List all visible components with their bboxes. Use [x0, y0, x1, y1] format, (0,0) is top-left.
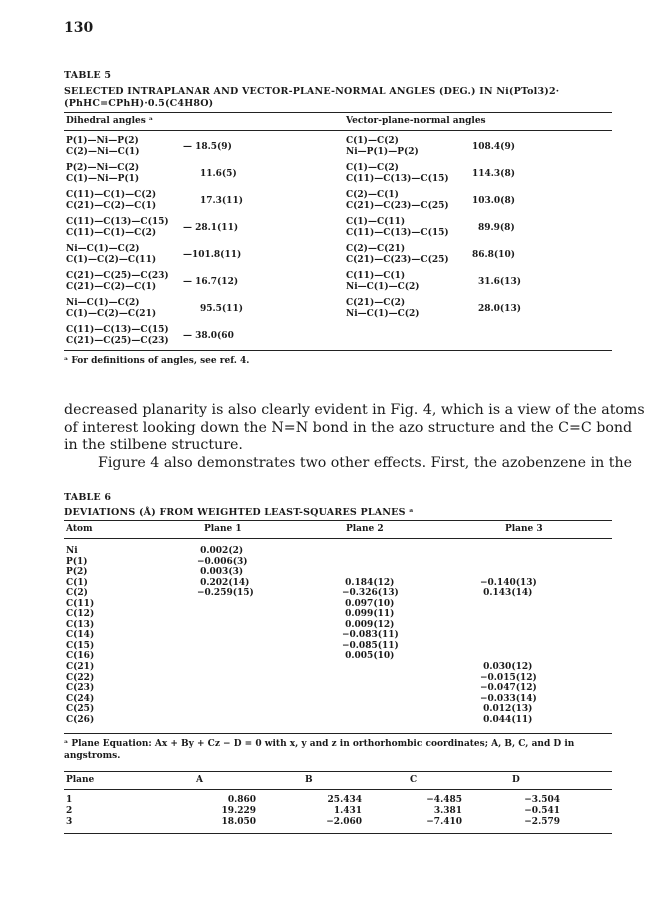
table5-row-left-value: — 38.0(60: [183, 331, 234, 341]
table5-row-right-value: 86.8(10): [472, 250, 515, 260]
table6-cell: [480, 546, 600, 557]
table5-row-right-value: 114.3(8): [472, 169, 515, 179]
table6-cell: [197, 715, 342, 726]
table6-cell: C(15): [66, 640, 95, 651]
table7-cell: 18.050: [221, 817, 256, 827]
table6-cell: −0.259(15): [197, 588, 254, 599]
table5-row-right-atoms: [346, 136, 419, 158]
table6-footnote-line1: ᵃ Plane Equation: Ax + By + Cz − D = 0 with x, y and z in orthorhombic coordinates; A, B, C, and D in: [64, 739, 575, 749]
table5-label: TABLE 5: [64, 70, 112, 81]
table6-cell: 0.002(2): [197, 546, 244, 556]
table6-cell: −0.326(13): [342, 588, 399, 599]
table6-cell: [197, 651, 342, 662]
table5-cell: C(21)—C(23)—C(25): [346, 201, 449, 211]
table6-cell: [197, 662, 342, 673]
table6-cell: [197, 620, 342, 631]
table7-top-rule: [64, 771, 612, 772]
table5-row-left-atoms: [66, 325, 169, 347]
table5-row-left-atoms: [66, 190, 156, 212]
table7-cell: 1.431: [333, 806, 362, 816]
table7-cell: −2.579: [524, 817, 560, 827]
table6-cell: [480, 651, 600, 662]
table6-cell: [342, 567, 480, 578]
table6-row: [66, 704, 600, 715]
table5-row-left-value: —101.8(11): [183, 250, 242, 260]
table6-cell: [197, 673, 342, 684]
table5-cell: Ni—C(1)—C(2): [66, 298, 140, 308]
table6-bottom-rule: [64, 733, 612, 734]
table6-row: [66, 620, 600, 631]
table5-cell: C(1)—C(11): [346, 217, 406, 227]
table6-cell: [197, 641, 342, 652]
table5-cell: Ni—C(1)—C(2): [346, 282, 420, 292]
table5-cell: C(1)—C(2): [346, 163, 399, 173]
table6-cell: [480, 641, 600, 652]
table7-header-c: C: [410, 775, 418, 785]
body-line: of interest looking down the N=N bond in the azo structure and the C=C bond: [64, 419, 633, 436]
table6-cell: [480, 609, 600, 620]
table6-cell: [342, 683, 480, 694]
table7-cell: 2: [66, 806, 73, 816]
table5-row-right-value: 108.4(9): [472, 142, 515, 152]
table5-row-right-value: 28.0(13): [478, 304, 521, 314]
table5-cell: C(11)—C(1): [346, 271, 406, 281]
table6-row: [66, 599, 600, 610]
table5-row-left-value: 11.6(5): [200, 169, 237, 179]
table5-row-left-atoms: [66, 244, 156, 266]
table6-top-rule: [64, 520, 612, 521]
table5-cell: C(1)—C(2): [346, 136, 399, 146]
table5-top-rule: [64, 112, 612, 113]
table6-cell: [342, 673, 480, 684]
table6-body: [66, 546, 600, 725]
table6-cell: −0.140(13): [480, 577, 537, 588]
body-line: in the stilbene structure.: [64, 437, 243, 453]
table6-row: [66, 651, 600, 662]
table5-row-right-atoms: [346, 163, 449, 185]
table5-cell: P(2)—Ni—C(2): [66, 163, 140, 173]
table6-cell: [197, 704, 342, 715]
table6-cell: Ni: [66, 546, 78, 556]
table7-cell: 3: [66, 817, 73, 827]
table6-header-atom: Atom: [66, 524, 93, 534]
table7-header-b: B: [305, 775, 313, 785]
table5-title-line1: SELECTED INTRAPLANAR AND VECTOR-PLANE-NORMAL ANGLES (DEG.) IN Ni(PTol3)2·: [64, 86, 560, 97]
table5-cell: C(21)—C(25)—C(23): [66, 336, 169, 346]
table6-cell: [342, 715, 480, 726]
table6-title: DEVIATIONS (Å) FROM WEIGHTED LEAST-SQUARES PLANES ᵃ: [64, 507, 414, 518]
table7-cell: 25.434: [327, 795, 362, 805]
table6-cell: C(25): [66, 704, 95, 715]
table5-cell: C(2)—C(1): [346, 190, 399, 200]
table6-cell: C(21): [66, 662, 95, 673]
table6-cell: [197, 630, 342, 641]
table5-cell: C(1)—C(2)—C(21): [66, 309, 157, 319]
table6-cell: −0.047(12): [480, 683, 537, 694]
table7-body: [66, 795, 590, 828]
table6-cell: 0.003(3): [197, 567, 244, 578]
table5-row-left-atoms: [66, 217, 169, 239]
table6-cell: 0.097(10): [342, 598, 395, 609]
table5-row-right-atoms: [346, 298, 420, 320]
table6-cell: C(12): [66, 609, 95, 620]
table5-cell: C(2)—C(21): [346, 244, 406, 254]
table6-cell: [197, 683, 342, 694]
table5-cell: C(21)—C(2)—C(1): [66, 282, 157, 292]
table6-cell: [197, 609, 342, 620]
table6-footnote-line2: angstroms.: [64, 751, 121, 761]
table5-col-right-header: Vector-plane-normal angles: [346, 116, 486, 126]
table7-cell: 0.860: [227, 795, 256, 805]
table5-row-right-atoms: [346, 244, 449, 266]
body-paragraph: [64, 402, 645, 472]
table6-row: [66, 588, 600, 599]
table5-cell: Ni—C(1)—C(2): [346, 309, 420, 319]
table6-cell: C(1): [66, 577, 88, 588]
table5-row-right-value: 103.0(8): [472, 196, 515, 206]
table7-header-plane: Plane: [66, 775, 95, 785]
table5-cell: Ni—P(1)—P(2): [346, 147, 419, 157]
table6-cell: C(2): [66, 588, 88, 599]
table5-row-left-value: 17.3(11): [200, 196, 243, 206]
table5-cell: P(1)—Ni—P(2): [66, 136, 139, 146]
table6-cell: −0.033(14): [480, 693, 537, 704]
table5-bottom-rule: [64, 350, 612, 351]
table6-cell: [480, 557, 600, 568]
table6-cell: C(13): [66, 619, 95, 630]
table6-cell: C(26): [66, 714, 95, 725]
table7-header-a: A: [196, 775, 203, 785]
table6-cell: C(14): [66, 630, 95, 641]
table5-row-right-value: 89.9(8): [478, 223, 515, 233]
table7-cell: −4.485: [426, 795, 462, 805]
table7-cell: 19.229: [221, 806, 256, 816]
table5-cell: C(11)—C(1)—C(2): [66, 190, 157, 200]
table6-cell: [480, 567, 600, 578]
table5-cell: C(21)—C(23)—C(25): [346, 255, 449, 265]
table6-row: [66, 694, 600, 705]
table5-row-left-atoms: [66, 298, 156, 320]
table6-cell: 0.005(10): [342, 651, 395, 662]
table7-header-d: D: [512, 775, 520, 785]
table6-cell: −0.015(12): [480, 672, 537, 683]
table5-row-left-value: — 28.1(11): [183, 223, 239, 233]
table6-cell: C(23): [66, 683, 95, 694]
table7-cell: 3.381: [433, 806, 462, 816]
table6-cell: 0.202(14): [197, 577, 250, 588]
table5-footnote: ᵃ For definitions of angles, see ref. 4.: [64, 356, 250, 366]
table6-row: [66, 662, 600, 673]
table6-label: TABLE 6: [64, 492, 112, 503]
table5-cell: C(21)—C(2): [346, 298, 406, 308]
table6-cell: C(16): [66, 651, 95, 662]
table6-cell: 0.012(13): [480, 704, 533, 715]
table7-cell: −0.541: [524, 806, 560, 816]
table6-cell: [480, 620, 600, 631]
table6-cell: [342, 704, 480, 715]
table6-cell: [342, 546, 480, 557]
table5-cell: Ni—C(1)—C(2): [66, 244, 140, 254]
table6-cell: P(1): [66, 556, 88, 567]
table6-cell: −0.085(11): [342, 640, 399, 651]
table5-row-right-atoms: [346, 190, 449, 212]
table5-cell: C(11)—C(13)—C(15): [66, 217, 169, 227]
table6-cell: 0.030(12): [480, 662, 533, 673]
table5-row-right-atoms: [346, 271, 420, 293]
table6-cell: C(22): [66, 672, 95, 683]
table6-row: [66, 715, 600, 726]
table7-row: [66, 806, 590, 817]
table7-bottom-rule: [64, 833, 612, 834]
table6-cell: [197, 694, 342, 705]
table5-cell: C(11)—C(1)—C(2): [66, 228, 157, 238]
table5-row-left-value: — 16.7(12): [183, 277, 239, 287]
table6-cell: [342, 557, 480, 568]
table6-row: [66, 578, 600, 589]
table6-row: [66, 630, 600, 641]
table7-cell: −3.504: [524, 795, 560, 805]
table6-header-rule: [64, 538, 612, 539]
table6-row: [66, 683, 600, 694]
table6-header-plane1: Plane 1: [204, 524, 242, 534]
table5-row-left-atoms: [66, 271, 169, 293]
table6-cell: C(11): [66, 598, 95, 609]
table6-cell: [197, 599, 342, 610]
table7-header-rule: [64, 789, 612, 790]
table6-cell: 0.184(12): [342, 577, 395, 588]
table5-cell: C(2)—Ni—C(1): [66, 147, 140, 157]
table6-row: [66, 546, 600, 557]
body-line: decreased planarity is also clearly evident in Fig. 4, which is a view of the atoms: [64, 402, 645, 418]
table5-row-right-value: 31.6(13): [478, 277, 521, 287]
table5-row-right-atoms: [346, 217, 449, 239]
table6-header-plane3: Plane 3: [505, 524, 543, 534]
table5-row-left-value: — 18.5(9): [183, 142, 232, 152]
table5-cell: C(1)—Ni—P(1): [66, 174, 140, 184]
table6-cell: P(2): [66, 567, 88, 578]
page-number: 130: [64, 20, 94, 36]
body-line: Figure 4 also demonstrates two other effects. First, the azobenzene in the: [98, 454, 632, 471]
table7-cell: 1: [66, 795, 73, 805]
table6-row: [66, 609, 600, 620]
table5-row-left-value: 95.5(11): [200, 304, 243, 314]
table7-row: [66, 817, 590, 828]
table6-cell: 0.009(12): [342, 619, 395, 630]
table5-row-left-atoms: [66, 136, 140, 158]
table5-row-left-atoms: [66, 163, 139, 185]
table5-header-rule: [64, 130, 612, 131]
table6-cell: [342, 662, 480, 673]
table7-cell: −7.410: [426, 817, 462, 827]
table7-cell: −2.060: [326, 817, 362, 827]
table5-cell: C(21)—C(2)—C(1): [66, 201, 157, 211]
table6-row: [66, 641, 600, 652]
table7-row: [66, 795, 590, 806]
table6-header-plane2: Plane 2: [346, 524, 384, 534]
table6-cell: 0.044(11): [480, 714, 533, 725]
table5-cell: C(11)—C(13)—C(15): [346, 228, 449, 238]
table6-cell: 0.143(14): [480, 588, 533, 599]
table5-col-left-header: Dihedral angles ᵃ: [66, 116, 154, 126]
table6-row: [66, 673, 600, 684]
table6-cell: 0.099(11): [342, 609, 395, 620]
table5-title-line2: (PhHC=CPhH)·0.5(C4H8O): [64, 98, 214, 109]
table5-cell: C(11)—C(13)—C(15): [346, 174, 449, 184]
table6-cell: [480, 599, 600, 610]
table5-cell: C(1)—C(2)—C(11): [66, 255, 157, 265]
table5-cell: C(11)—C(13)—C(15): [66, 325, 169, 335]
table6-row: [66, 567, 600, 578]
table6-row: [66, 557, 600, 568]
table6-cell: C(24): [66, 693, 95, 704]
table6-cell: −0.006(3): [197, 556, 248, 567]
table5-cell: C(21)—C(25)—C(23): [66, 271, 169, 281]
table6-cell: [480, 630, 600, 641]
table6-cell: [342, 694, 480, 705]
table6-cell: −0.083(11): [342, 630, 399, 641]
